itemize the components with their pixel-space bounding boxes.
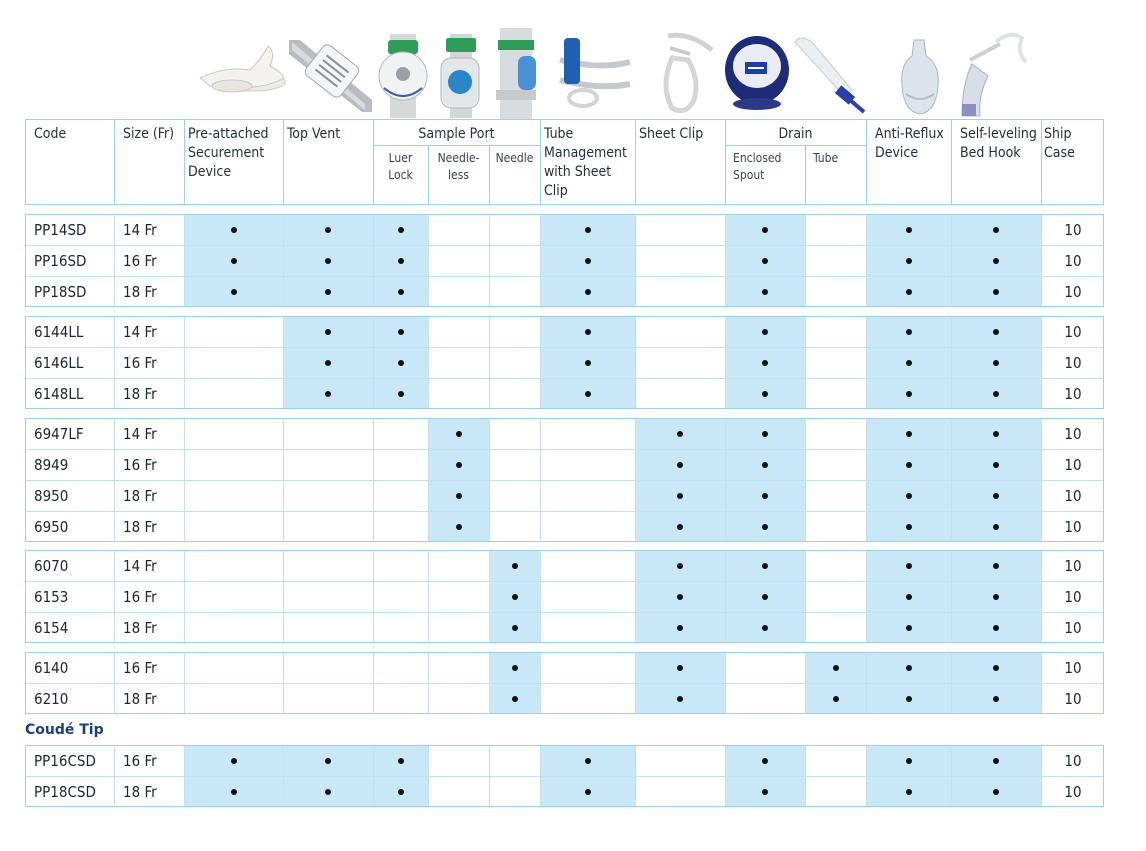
- header-sheet-clip: Sheet Clip: [639, 126, 704, 142]
- bullet-dot: [906, 329, 912, 335]
- ship-case-value: 10: [1064, 252, 1082, 270]
- product-size: 18 Fr: [123, 283, 157, 301]
- product-size: 16 Fr: [123, 456, 157, 474]
- bullet-dot: [456, 431, 462, 437]
- bullet-dot: [993, 391, 999, 397]
- bullet-dot: [833, 696, 839, 702]
- header-tube: Tube: [813, 151, 839, 165]
- header-enclosed-spout: Enclosed Spout: [733, 151, 782, 182]
- bullet-dot: [231, 227, 237, 233]
- product-size: 14 Fr: [123, 557, 157, 575]
- bullet-dot: [762, 391, 768, 397]
- bullet-dot: [906, 665, 912, 671]
- bullet-dot: [906, 594, 912, 600]
- bullet-dot: [762, 227, 768, 233]
- bullet-dot: [677, 665, 683, 671]
- bullet-dot: [993, 758, 999, 764]
- bullet-dot: [677, 696, 683, 702]
- product-code: PP18SD: [34, 283, 87, 301]
- section-label-coude-tip: Coudé Tip: [25, 722, 104, 738]
- bullet-dot: [325, 391, 331, 397]
- bullet-dot: [325, 289, 331, 295]
- bullet-dot: [906, 227, 912, 233]
- bullet-dot: [512, 563, 518, 569]
- bullet-dot: [677, 524, 683, 530]
- ship-case-value: 10: [1064, 354, 1082, 372]
- product-code: PP18CSD: [34, 783, 96, 801]
- table-row: [25, 612, 1104, 643]
- bullet-dot: [993, 360, 999, 366]
- bullet-dot: [993, 258, 999, 264]
- bullet-dot: [993, 594, 999, 600]
- bullet-dot: [585, 360, 591, 366]
- bullet-dot: [833, 665, 839, 671]
- bullet-dot: [993, 462, 999, 468]
- product-size: 18 Fr: [123, 487, 157, 505]
- bullet-dot: [398, 391, 404, 397]
- ship-case-value: 10: [1064, 752, 1082, 770]
- bullet-dot: [398, 289, 404, 295]
- product-code: 8949: [34, 456, 69, 474]
- table-row: [25, 276, 1104, 307]
- bullet-dot: [325, 227, 331, 233]
- bullet-dot: [512, 594, 518, 600]
- product-code: PP16CSD: [34, 752, 96, 770]
- bullet-dot: [762, 258, 768, 264]
- bullet-dot: [325, 789, 331, 795]
- table-row: [25, 449, 1104, 480]
- bullet-dot: [906, 258, 912, 264]
- bullet-dot: [762, 594, 768, 600]
- bullet-dot: [993, 227, 999, 233]
- product-size: 14 Fr: [123, 425, 157, 443]
- product-size: 16 Fr: [123, 252, 157, 270]
- ship-case-value: 10: [1064, 456, 1082, 474]
- table-row: [25, 214, 1104, 245]
- product-size: 16 Fr: [123, 659, 157, 677]
- product-size: 18 Fr: [123, 619, 157, 637]
- bullet-dot: [993, 431, 999, 437]
- table-row: [25, 418, 1104, 449]
- header-tube-management: Tube Management with Sheet Clip: [544, 126, 627, 199]
- ship-case-value: 10: [1064, 487, 1082, 505]
- bullet-dot: [231, 789, 237, 795]
- bullet-dot: [906, 360, 912, 366]
- table-row: [25, 683, 1104, 714]
- product-code: 6070: [34, 557, 69, 575]
- bullet-dot: [762, 625, 768, 631]
- ship-case-value: 10: [1064, 323, 1082, 341]
- bullet-dot: [325, 329, 331, 335]
- bullet-dot: [677, 462, 683, 468]
- product-size: 18 Fr: [123, 518, 157, 536]
- header-code: Code: [34, 126, 67, 142]
- bullet-dot: [585, 329, 591, 335]
- table-row: [25, 511, 1104, 542]
- bullet-dot: [993, 665, 999, 671]
- product-code: 6144LL: [34, 323, 84, 341]
- bullet-dot: [762, 524, 768, 530]
- header-subdivider: [373, 145, 540, 146]
- table-row: [25, 480, 1104, 511]
- bullet-dot: [906, 758, 912, 764]
- bullet-dot: [585, 227, 591, 233]
- bullet-dot: [325, 360, 331, 366]
- table-row: [25, 316, 1104, 347]
- bullet-dot: [762, 758, 768, 764]
- header-bed-hook: Self-leveling Bed Hook: [960, 126, 1037, 161]
- bullet-dot: [512, 625, 518, 631]
- header-securement: Pre-attached Securement Device: [188, 126, 269, 180]
- bullet-dot: [585, 289, 591, 295]
- bullet-dot: [906, 431, 912, 437]
- table-row: [25, 652, 1104, 683]
- bullet-dot: [398, 329, 404, 335]
- product-code: PP16SD: [34, 252, 87, 270]
- bullet-dot: [585, 258, 591, 264]
- bullet-dot: [762, 493, 768, 499]
- header-divider: [540, 119, 541, 205]
- product-size: 18 Fr: [123, 783, 157, 801]
- header-ship-case: Ship Case: [1044, 126, 1075, 161]
- table-row: [25, 378, 1104, 409]
- bullet-dot: [993, 625, 999, 631]
- bullet-dot: [585, 789, 591, 795]
- bullet-dot: [398, 789, 404, 795]
- bullet-dot: [398, 258, 404, 264]
- bullet-dot: [762, 789, 768, 795]
- bullet-dot: [677, 493, 683, 499]
- header-top-vent: Top Vent: [287, 126, 341, 142]
- bullet-dot: [398, 227, 404, 233]
- bullet-dot: [512, 696, 518, 702]
- bullet-dot: [398, 758, 404, 764]
- bullet-dot: [993, 696, 999, 702]
- bullet-dot: [993, 789, 999, 795]
- bullet-dot: [325, 258, 331, 264]
- ship-case-value: 10: [1064, 221, 1082, 239]
- table-row: [25, 245, 1104, 276]
- product-size: 16 Fr: [123, 588, 157, 606]
- bullet-dot: [677, 431, 683, 437]
- product-size: 18 Fr: [123, 385, 157, 403]
- bullet-dot: [906, 391, 912, 397]
- ship-case-value: 10: [1064, 588, 1082, 606]
- product-code: 8950: [34, 487, 69, 505]
- bullet-dot: [906, 696, 912, 702]
- product-size: 14 Fr: [123, 323, 157, 341]
- ship-case-value: 10: [1064, 619, 1082, 637]
- header-subdivider: [725, 145, 866, 146]
- bullet-dot: [906, 625, 912, 631]
- bullet-dot: [512, 665, 518, 671]
- header-needleless: Needle- less: [437, 151, 480, 182]
- bullet-dot: [906, 789, 912, 795]
- bullet-dot: [762, 360, 768, 366]
- bullet-dot: [762, 289, 768, 295]
- product-code: 6210: [34, 690, 69, 708]
- ship-case-value: 10: [1064, 425, 1082, 443]
- bullet-dot: [456, 462, 462, 468]
- bullet-dot: [906, 462, 912, 468]
- table-row: [25, 581, 1104, 612]
- product-code: 6140: [34, 659, 69, 677]
- ship-case-value: 10: [1064, 557, 1082, 575]
- bullet-dot: [762, 563, 768, 569]
- table-row: [25, 347, 1104, 378]
- bullet-dot: [325, 758, 331, 764]
- ship-case-value: 10: [1064, 783, 1082, 801]
- ship-case-value: 10: [1064, 283, 1082, 301]
- product-size: 14 Fr: [123, 221, 157, 239]
- bullet-dot: [993, 524, 999, 530]
- ship-case-value: 10: [1064, 690, 1082, 708]
- bullet-dot: [231, 258, 237, 264]
- bullet-dot: [456, 493, 462, 499]
- bullet-dot: [398, 360, 404, 366]
- bullet-dot: [906, 563, 912, 569]
- bullet-dot: [231, 758, 237, 764]
- product-size: 16 Fr: [123, 354, 157, 372]
- table-row: [25, 776, 1104, 807]
- product-size: 18 Fr: [123, 690, 157, 708]
- header-size: Size (Fr): [123, 126, 175, 142]
- bullet-dot: [585, 391, 591, 397]
- product-code: 6153: [34, 588, 69, 606]
- product-code: 6950: [34, 518, 69, 536]
- product-code: PP14SD: [34, 221, 87, 239]
- table-row: [25, 745, 1104, 776]
- header-anti-reflux: Anti-Reflux Device: [875, 126, 944, 161]
- ship-case-value: 10: [1064, 518, 1082, 536]
- header-divider: [114, 119, 115, 205]
- ship-case-value: 10: [1064, 385, 1082, 403]
- header-luer-lock: Luer Lock: [388, 151, 413, 182]
- bullet-dot: [677, 563, 683, 569]
- bullet-dot: [993, 563, 999, 569]
- bullet-dot: [906, 289, 912, 295]
- bullet-dot: [993, 493, 999, 499]
- product-code: 6947LF: [34, 425, 84, 443]
- bullet-dot: [906, 493, 912, 499]
- bullet-dot: [231, 289, 237, 295]
- product-code: 6146LL: [34, 354, 84, 372]
- product-size: 16 Fr: [123, 752, 157, 770]
- product-code: 6148LL: [34, 385, 84, 403]
- table-row: [25, 550, 1104, 581]
- header-sample-port: Sample Port: [418, 126, 495, 142]
- bullet-dot: [762, 431, 768, 437]
- header-drain: Drain: [778, 126, 813, 142]
- product-code: 6154: [34, 619, 69, 637]
- bullet-dot: [585, 758, 591, 764]
- bullet-dot: [677, 625, 683, 631]
- bullet-dot: [762, 462, 768, 468]
- header-needle: Needle: [495, 151, 534, 165]
- bullet-dot: [456, 524, 462, 530]
- bullet-dot: [993, 329, 999, 335]
- bullet-dot: [677, 594, 683, 600]
- bullet-dot: [906, 524, 912, 530]
- bullet-dot: [993, 289, 999, 295]
- ship-case-value: 10: [1064, 659, 1082, 677]
- bullet-dot: [762, 329, 768, 335]
